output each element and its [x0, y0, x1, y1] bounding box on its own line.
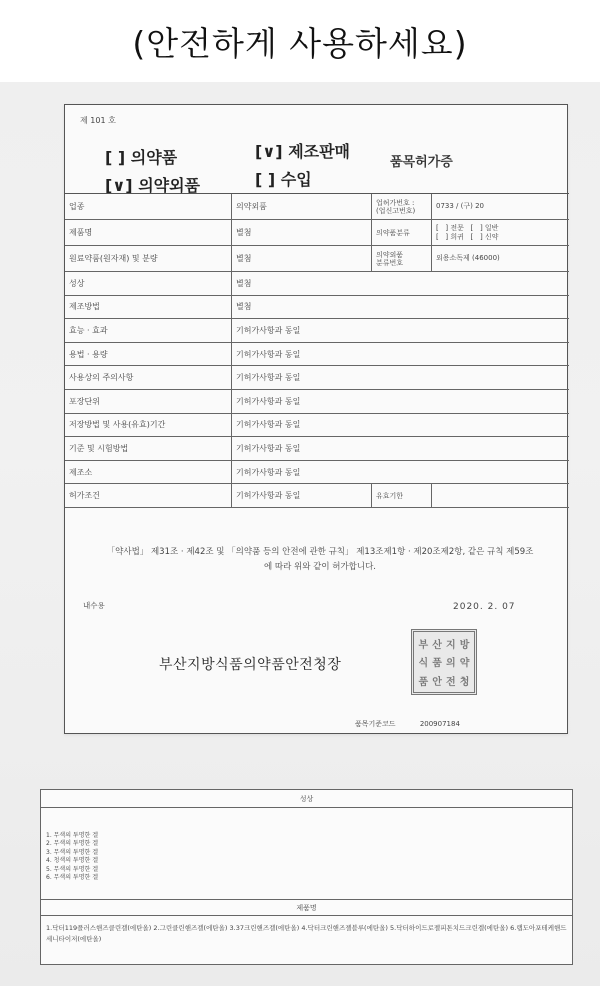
table-row	[65, 319, 569, 343]
seal-character: 품	[432, 658, 442, 670]
seal-character: 부	[418, 640, 429, 652]
permit-document	[64, 104, 568, 734]
seal-character: 안	[432, 676, 442, 688]
row-value: 기허가사항과 동일	[231, 414, 300, 437]
domestic-use-label: 내수용	[83, 601, 105, 610]
row-value: 기허가사항과 동일	[231, 390, 300, 413]
official-seal-icon	[411, 629, 477, 695]
category-quasi-drug: [∨] 의약외품	[105, 176, 201, 195]
standard-code-label: 품목기준코드	[355, 720, 396, 728]
issuing-authority: 부산지방식품의약품안전청장	[159, 657, 342, 673]
permit-table	[65, 193, 569, 508]
table-row	[65, 246, 569, 272]
row-label-secondary: 의약품분류	[371, 220, 431, 245]
list-item: 5. 무색의 투명한 겔	[46, 865, 99, 873]
properties-header: 성상	[41, 790, 572, 808]
list-item: 4. 청색의 투명한 겔	[46, 857, 99, 865]
row-value: 의약외품	[231, 194, 267, 219]
category-import: [ ] 수입	[255, 170, 312, 189]
product-names-header: 제품명	[41, 900, 572, 916]
table-row	[65, 414, 569, 438]
list-item: 3. 무색의 투명한 겔	[46, 848, 99, 856]
row-label: 원료약품(원자재) 및 분량	[69, 254, 158, 263]
row-value-secondary	[431, 484, 436, 507]
list-item: 6. 무색의 투명한 겔	[46, 874, 99, 882]
category-manufacture: [∨] 제조판매	[255, 142, 351, 161]
row-value: 별첨	[231, 220, 251, 245]
seal-character: 품	[418, 676, 429, 688]
row-label-secondary: 업허가번호 : (업신고번호)	[371, 194, 431, 219]
row-label: 제품명	[69, 228, 93, 237]
document-number: 제 101 호	[80, 116, 116, 125]
page-header-title: (안전하게 사용하세요)	[132, 23, 468, 63]
table-row	[65, 484, 569, 508]
row-label-secondary: 의약외품 분류번호	[371, 246, 431, 271]
row-value-secondary: 0733 / (구) 20	[431, 194, 484, 219]
seal-character: 지	[446, 640, 456, 652]
standard-code-value: 200907184	[419, 720, 460, 728]
table-row	[65, 272, 569, 296]
row-value-secondary: 외용소독제 (46000)	[431, 246, 500, 271]
row-value: 기허가사항과 동일	[231, 461, 300, 484]
row-label: 효능 · 효과	[69, 325, 108, 335]
table-row	[65, 296, 569, 320]
row-value: 별첨	[231, 296, 251, 319]
row-label: 업종	[69, 202, 85, 211]
row-value: 기허가사항과 동일	[231, 343, 300, 366]
table-row	[65, 194, 569, 220]
row-label-secondary: 유효기한	[371, 484, 431, 507]
seal-character: 약	[459, 658, 470, 670]
seal-character: 전	[446, 676, 456, 688]
table-row	[65, 437, 569, 461]
seal-character: 식	[418, 658, 429, 670]
row-value: 별첨	[231, 272, 251, 295]
table-row	[65, 366, 569, 390]
seal-character: 산	[432, 640, 442, 652]
row-value: 별첨	[231, 246, 251, 271]
row-label: 용법 · 용량	[69, 349, 108, 359]
row-label: 사용상의 주의사항	[69, 373, 134, 383]
row-label: 성상	[69, 278, 85, 288]
table-row	[65, 461, 569, 485]
list-item: 1. 무색의 투명한 겔	[46, 832, 99, 839]
row-value: 기허가사항과 동일	[231, 437, 300, 460]
row-label: 제조방법	[69, 302, 100, 312]
row-value: 기허가사항과 동일	[231, 484, 300, 507]
category-drug: [ ] 의약품	[105, 148, 178, 167]
table-row	[65, 220, 569, 246]
properties-list	[41, 808, 572, 900]
row-label: 허가조건	[69, 491, 100, 501]
row-label: 기준 및 시험방법	[69, 443, 129, 453]
row-value: 기허가사항과 동일	[231, 319, 300, 342]
row-value-secondary: [ ] 전문 [ ] 일반 [ ] 희귀 [ ] 신약	[431, 220, 498, 245]
table-row	[65, 390, 569, 414]
product-names-text: 1.닥터119플러스핸즈클린겔(에탄올) 2.그린클린핸즈겔(에탄올) 3.37크린핸즈겔(에탄올) 4.닥터크린핸즈젤블루(에탄올) 5.닥터하이드로젤피톤치드크린겔(에탄올) 6.랩도아포테케핸드세니타이저(에탄올)	[46, 924, 567, 943]
row-label: 제조소	[69, 467, 93, 477]
row-label: 저장방법 및 사용(유효)기간	[69, 420, 166, 430]
annex-document	[40, 789, 573, 965]
seal-character: 방	[459, 640, 470, 652]
seal-character: 의	[446, 658, 456, 670]
legal-statement: 「약사법」 제31조 · 제42조 및 「의약품 등의 안전에 관한 규칙」 제13조제1항 · 제20조제2항, 같은 규칙 제59조에 따라 위와 같이 허가합니다.	[106, 547, 534, 572]
standard-code-line	[355, 719, 482, 729]
table-row	[65, 343, 569, 367]
list-item: 2. 무색의 투명한 겔	[46, 840, 99, 848]
document-title: 품목허가증	[390, 155, 453, 170]
issue-date: 2020. 2. 07	[453, 602, 516, 612]
seal-character: 청	[459, 676, 470, 688]
row-value: 기허가사항과 동일	[231, 366, 300, 389]
row-label: 포장단위	[69, 396, 100, 406]
